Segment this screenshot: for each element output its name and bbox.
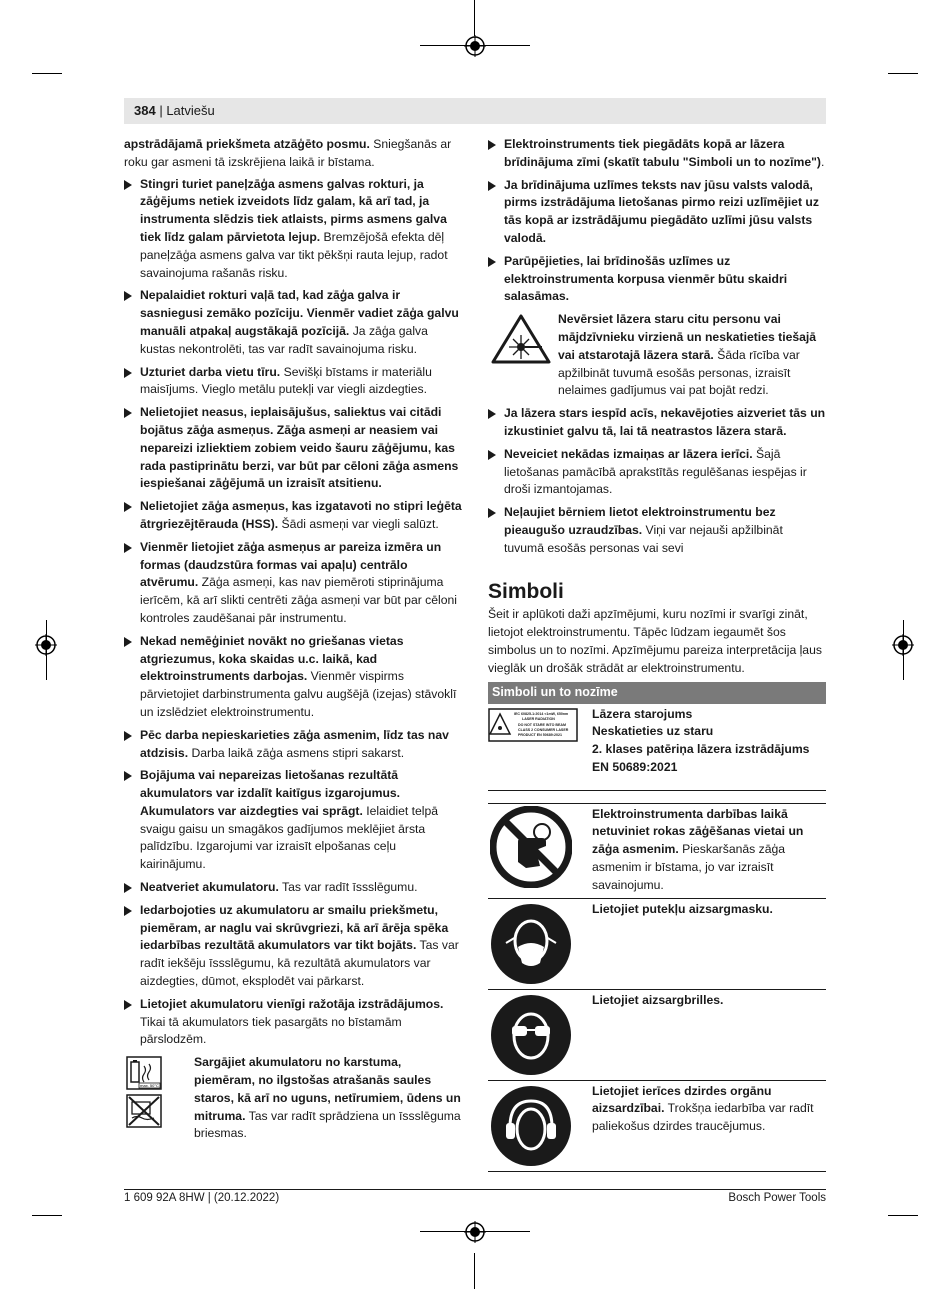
- warning-item: [488, 504, 826, 557]
- warning-item-text: Tas var radīt iekšēju īssslēgumu, kā rezultātā akumulators var aizdegties, dūmot, eksplodēt vai pārkarst.: [140, 938, 459, 989]
- warning-item-bold: Lietojiet akumulatoru vienīgi ražotāja izstrādājumos.: [140, 996, 444, 1011]
- safety-goggles-icon: [490, 994, 572, 1076]
- warning-item-text: Ja zāģa galva kustas nekontrolēti, tas var radīt savainojuma risku.: [140, 323, 428, 356]
- symbols-table-header: Simboli un to nozīme: [488, 682, 826, 704]
- symbol-row-goggles: [488, 990, 826, 1081]
- warning-item: [124, 767, 462, 874]
- left-column: [124, 136, 462, 1143]
- bullet-arrow-icon: [124, 502, 132, 512]
- warning-item: [488, 446, 826, 499]
- warning-item-text: Bremzējošā efekta dēļ paneļzāģa asmens galva var tikt pēkšņi rauta lejup, radot savainojuma rašanās risku.: [140, 229, 448, 280]
- laser-label-line: CLASS 2 CONSUMER LASER: [518, 727, 569, 732]
- crop-mark: [888, 73, 918, 74]
- bullet-arrow-icon: [488, 257, 496, 267]
- warning-item-bold: Nelietojiet neasus, ieplaisājušus, saliektus vai citādi bojātus zāģa asmeņus. Zāģa asmeņi ar neasiem vai nepareizi izliektiem zobiem veido šauru zāģējumu, kas rada pastiprinātu berzi, var būt par cēloni zāģa asmens iespiešanai zāģējumā un izraisīt atsitienu.: [140, 405, 459, 491]
- header-separator: |: [155, 103, 167, 118]
- footer-rule: [124, 1189, 826, 1190]
- symbol-text-hands-rest: Pieskaršanās zāģa asmenim ir bīstama, jo var izraisīt savainojumu.: [592, 842, 786, 892]
- laser-label-icon: [488, 708, 578, 742]
- laser-label-line: IEC 60825-1:2014 <1mW, 650nm: [514, 711, 569, 716]
- warning-item: [124, 404, 462, 493]
- warning-item-text: Viņi var nejauši apžilbināt tuvumā esošās personas vai sevi: [504, 522, 783, 555]
- laser-note-bold: Nevērsiet lāzera staru citu personu vai mājdzīvnieku virzienā un neskatieties tiešajā vai atstarotajā lāzera starā.: [558, 312, 817, 362]
- warning-item-bold: Ja brīdinājuma uzlīmes teksts nav jūsu valsts valodā, pirms izstrādājuma lietošanas pirmo reizi uzlīmējiet uz tās kopā ar izstrādājumu piegādāto uzlīmi jūsu valsts valodā.: [504, 177, 819, 245]
- warning-item-bold: Iedarbojoties uz akumulatoru ar smailu priekšmetu, piemēram, ar naglu vai skrūvgriezi, kā arī ārēja spēka iedarbības rezultātā akumulators var tikt bojāts.: [140, 902, 449, 953]
- warning-item: [124, 364, 462, 400]
- battery-note-text: Tas var radīt sprādziena un īssslēguma briesmas.: [194, 1108, 461, 1141]
- dust-mask-icon: [490, 903, 572, 985]
- warning-item: [124, 498, 462, 534]
- bullet-arrow-icon: [124, 906, 132, 916]
- bullet-arrow-icon: [488, 450, 496, 460]
- warning-item: [124, 539, 462, 628]
- crop-mark: [474, 1253, 475, 1289]
- symbol-row-dust-mask: [488, 899, 826, 990]
- intro-text: Sniegšanās ar roku gar asmeni tā izskrējiena laikā ir bīstama.: [124, 137, 452, 169]
- warning-item: [124, 633, 462, 722]
- warning-item: [124, 176, 462, 283]
- warning-item-text: Vienmēr vispirms pārvietojiet darbinstrumenta galvu augšējā (izejas) stāvoklī un izslēdziet elektroinstrumentu.: [140, 669, 457, 719]
- table-divider: [488, 791, 826, 804]
- page-number: 384: [134, 103, 156, 118]
- warning-item-text: .: [820, 154, 825, 169]
- warning-item: [488, 177, 826, 248]
- crop-mark: [32, 1215, 62, 1216]
- header-language: Latviešu: [166, 103, 215, 118]
- bullet-arrow-icon: [488, 409, 496, 419]
- laser-note-text: Šāda rīcība var apžilbināt tuvumā esošās personas, izraisīt nelaimes gadījumus vai pat bojāt redzi.: [558, 347, 800, 398]
- warning-item: [124, 996, 462, 1049]
- symbol-row-hands: [488, 804, 826, 899]
- crop-mark: [32, 73, 62, 74]
- bullet-arrow-icon: [124, 1000, 132, 1010]
- laser-warning-icon: [490, 313, 552, 365]
- bullet-arrow-icon: [124, 637, 132, 647]
- footer-doc-id: 1 609 92A 8HW | (20.12.2022): [124, 1192, 280, 1204]
- bullet-arrow-icon: [124, 543, 132, 553]
- bullet-arrow-icon: [488, 181, 496, 191]
- page-number-label: [134, 103, 215, 118]
- symbol-text-hands-bold: Elektroinstrumenta darbības laikā netuviniet rokas zāģēšanas vietai un zāģa asmenim.: [592, 806, 804, 857]
- footer-brand: Bosch Power Tools: [728, 1192, 826, 1204]
- warning-item-bold: Stingri turiet paneļzāģa asmens galvas rokturi, ja zāģējums netiek izveidots līdz galam, kā arī tad, ja instrumenta slēdzis tiek atlaists, pirms asmens galva tiek līdz galam pārvietota lejup.: [140, 176, 447, 244]
- battery-heat-icon: [126, 1056, 162, 1090]
- warning-item-bold: Vienmēr lietojiet zāģa asmeņus ar pareiza izmēra un formas (daudzstūra formas vai apaļu) centrālo atvērumu.: [140, 539, 442, 590]
- right-warning-list: [488, 136, 826, 306]
- warning-item-bold: Nelietojiet zāģa asmeņus, kas izgatavoti no stipri leģēta ātrgriezējtērauda (HSS).: [140, 499, 462, 531]
- laser-label-line: PRODUCT EN 50689:2021: [518, 732, 562, 737]
- intro-bold: apstrādājamā priekšmeta atzāģēto posmu.: [124, 137, 370, 151]
- bullet-arrow-icon: [124, 291, 132, 301]
- battery-note-bold: Sargājiet akumulatoru no karstuma, piemēram, no ilgstošas atrašanās saules staros, kā arī no uguns, netīrumiem, ūdens un mitruma.: [194, 1055, 461, 1123]
- keep-hands-away-icon: [490, 806, 572, 888]
- warning-item-text: Tas var radīt īssslēgumu.: [278, 880, 418, 895]
- section-title: Simboli: [488, 579, 564, 603]
- warning-item-text: Sevišķi bīstams ir materiālu maisījums. Vieglo metālu putekļi var viegli aizdegties.: [140, 364, 432, 397]
- warning-item-bold: Ja lāzera stars iespīd acīs, nekavējoties aizveriet tās un izkustiniet galvu tā, lai tā neatrastos lāzera starā.: [504, 406, 826, 438]
- warning-item-text: Zāģa asmeņi, kas nav piemēroti stiprinājuma ierīcēm, kā arī slikti centrēti zāģa asmeņi var būt par cēloni kontroles zaudēšanai pār instrumentu.: [140, 575, 458, 625]
- warning-item: [124, 727, 462, 763]
- registration-mark-icon: [464, 1221, 486, 1243]
- symbol-text-hearing-rest: Trokšņa iedarbība var radīt paliekošus dzirdes traucējumus.: [592, 1101, 814, 1134]
- symbols-table: [488, 704, 826, 1172]
- symbol-text-laser: Lāzera starojums Neskatieties uz staru 2. klases patēriņa lāzera izstrādājums EN 50689:2021: [592, 706, 810, 774]
- warning-item: [488, 136, 826, 172]
- warning-item-bold: Neatveriet akumulatoru.: [140, 880, 279, 895]
- warning-item-bold: Neveiciet nekādas izmaiņas ar lāzera ierīci.: [504, 446, 753, 461]
- bullet-arrow-icon: [124, 883, 132, 893]
- hearing-protection-icon: [490, 1085, 572, 1167]
- registration-mark-icon: [892, 634, 914, 656]
- warning-item-bold: Nekad nemēģiniet novākt no griešanas vietas atgriezumus, koka skaidas u.c. laikā, kad elektroinstruments darbojas.: [140, 633, 404, 684]
- warning-item-text: Darba laikā zāģa asmens stipri sakarst.: [188, 745, 405, 760]
- laser-label-line: LASER RADIATION: [522, 716, 555, 721]
- warning-item-text: Tikai tā akumulators tiek pasargāts no bīstamām pārslodzēm.: [140, 1014, 402, 1047]
- warning-item-bold: Nepalaidiet rokturi vaļā tad, kad zāģa galva ir sasniegusi zemāko pozīciju. Vienmēr vadiet zāģa galvu manuāli atpakaļ augstākajā pozīcijā.: [140, 288, 459, 338]
- symbol-text-hearing-bold: Lietojiet ierīces dzirdes orgānu aizsardzībai.: [592, 1083, 772, 1116]
- bullet-arrow-icon: [124, 771, 132, 781]
- right-warning-list-2: [488, 405, 826, 557]
- laser-note: [488, 311, 826, 400]
- battery-icon-label: max. 50°C: [140, 1083, 159, 1089]
- left-warning-list: [124, 176, 462, 1050]
- warning-item: [124, 287, 462, 358]
- warning-item: [124, 879, 462, 897]
- bullet-arrow-icon: [488, 140, 496, 150]
- bullet-arrow-icon: [124, 180, 132, 190]
- warning-item: [124, 902, 462, 991]
- page-header: [124, 98, 826, 124]
- section-intro: Šeit ir aplūkoti daži apzīmējumi, kuru nozīmi ir svarīgi zināt, lietojot elektroinstrumentu. Tāpēc lūdzam iegaumēt šos simbolus un to nozīmi. Apzīmējumu pareiza interpretācija ļaus vieglāk un drošāk strādāt ar elektroinstrumentu.: [488, 607, 822, 675]
- symbol-text-hearing: [592, 1083, 826, 1136]
- right-column: [488, 136, 826, 1172]
- symbol-text-dust-mask: Lietojiet putekļu aizsargmasku.: [592, 901, 773, 916]
- warning-item-bold: Elektroinstruments tiek piegādāts kopā ar lāzera brīdinājuma zīmi (skatīt tabulu "Simboli un to nozīme"): [504, 137, 821, 169]
- symbol-row-hearing: [488, 1081, 826, 1172]
- symbol-row-laser: [488, 704, 826, 791]
- laser-label-line: DO NOT STARE INTO BEAM: [518, 722, 566, 727]
- symbol-text-hands: [592, 806, 826, 895]
- warning-item-bold: Parūpējieties, lai brīdinošās uzlīmes uz elektroinstrumenta korpusa vienmēr būtu skaidri salasāmas.: [504, 253, 788, 304]
- warning-item-text: Ielaidiet telpā svaigu gaisu un smagākos gadījumos meklējiet ārsta palīdzību. Izgarojumi var izraisīt elpošanas ceļu kairinājumu.: [140, 803, 439, 872]
- registration-mark-icon: [35, 634, 57, 656]
- warning-item-bold: Neļaujiet bērniem lietot elektroinstrumentu bez pieaugušo uzraudzības.: [504, 505, 776, 537]
- bullet-arrow-icon: [124, 731, 132, 741]
- warning-item: [488, 253, 826, 306]
- bullet-arrow-icon: [124, 408, 132, 418]
- warning-item-text: Šādi asmeņi var viegli salūzt.: [278, 516, 439, 531]
- bullet-arrow-icon: [488, 508, 496, 518]
- warning-item-text: Šajā lietošanas pamācībā aprakstītās regulēšanas iespējas ir droši izmantojamas.: [504, 446, 807, 497]
- registration-mark-icon: [464, 35, 486, 57]
- battery-note: [124, 1054, 462, 1143]
- intro-paragraph: [124, 136, 462, 172]
- bullet-arrow-icon: [124, 368, 132, 378]
- warning-item-bold: Pēc darba nepieskarieties zāģa asmenim, līdz tas nav atdzisis.: [140, 727, 449, 760]
- warning-item-bold: Uzturiet darba vietu tīru.: [140, 364, 281, 379]
- crop-mark: [888, 1215, 918, 1216]
- crop-mark: [474, 0, 475, 36]
- symbol-text-goggles: Lietojiet aizsargbrilles.: [592, 992, 724, 1007]
- battery-no-water-icon: [126, 1094, 162, 1128]
- warning-item: [488, 405, 826, 441]
- warning-item-bold: Bojājuma vai nepareizas lietošanas rezultātā akumulators var izdalīt kaitīgus izgarojumus. Akumulators var aizdegties vai sprāgt.: [140, 768, 401, 818]
